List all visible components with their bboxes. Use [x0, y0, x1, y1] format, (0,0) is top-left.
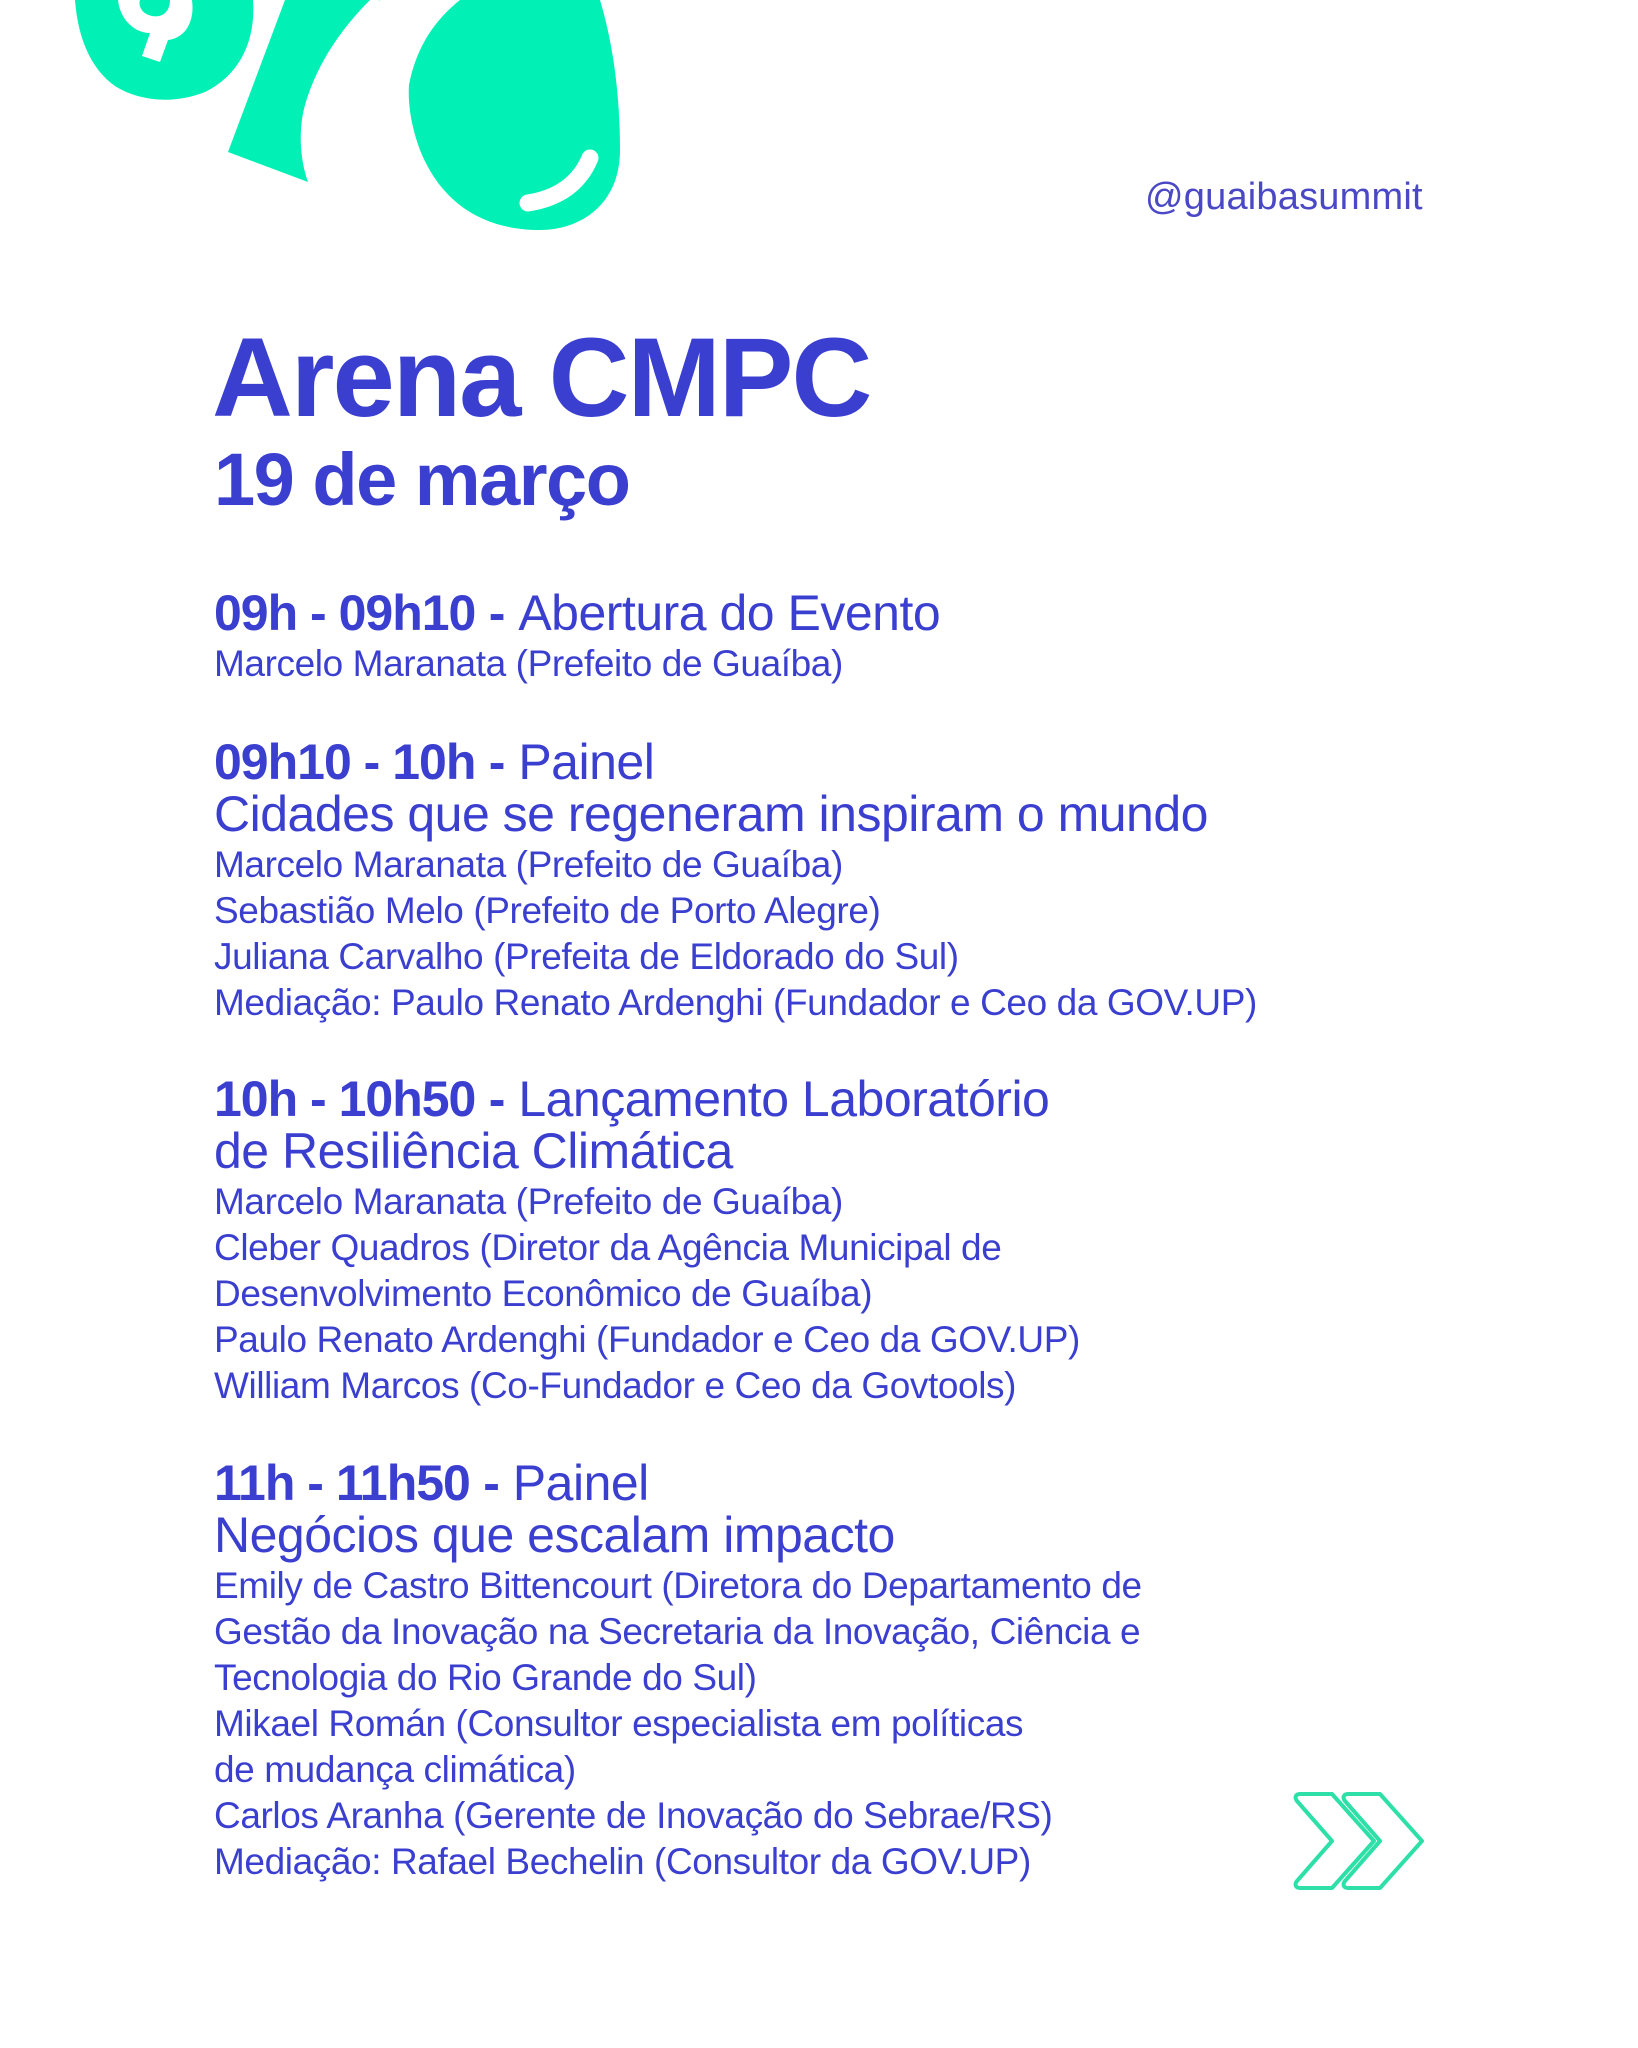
separator: - [475, 585, 519, 641]
session-title: Lançamento Laboratório [518, 1071, 1050, 1127]
schedule-item-header [214, 1457, 1474, 1509]
summit-logo-graphic [0, 0, 700, 260]
schedule-item [214, 1073, 1474, 1409]
time-range: 11h - 11h50 [214, 1455, 470, 1511]
separator: - [469, 1455, 513, 1511]
speaker-continued: Tecnologia do Rio Grande do Sul) [214, 1657, 757, 1698]
speaker-list [214, 842, 1474, 1026]
session-title: Cidades que se regeneram inspiram o mundo [214, 786, 1208, 842]
separator: - [475, 1071, 519, 1127]
speaker: William Marcos (Co-Fundador e Ceo da Govtools) [214, 1365, 1017, 1406]
schedule-item [214, 587, 1474, 687]
speaker: Marcelo Maranata (Prefeito de Guaíba) [214, 643, 843, 684]
moderator: Mediação: Paulo Renato Ardenghi (Fundador e Ceo da GOV.UP) [214, 982, 1257, 1023]
speaker-continued: Desenvolvimento Econômico de Guaíba) [214, 1273, 873, 1314]
speaker: Mikael Román (Consultor especialista em políticas [214, 1703, 1024, 1744]
page-title: Arena CMPC [212, 315, 871, 440]
schedule-item [214, 1457, 1474, 1885]
speaker-continued: de mudança climática) [214, 1749, 576, 1790]
speaker: Emily de Castro Bittencourt (Diretora do Departamento de [214, 1565, 1142, 1606]
speaker-continued: Gestão da Inovação na Secretaria da Inovação, Ciência e [214, 1611, 1141, 1652]
water-drop-icon [378, 0, 620, 230]
speaker-list [214, 1563, 1474, 1885]
moderator: Mediação: Rafael Bechelin (Consultor da GOV.UP) [214, 1841, 1031, 1882]
session-title: Abertura do Evento [518, 585, 941, 641]
coin-drop-icon [75, 0, 253, 100]
time-range: 09h - 09h10 [214, 585, 476, 641]
speaker: Juliana Carvalho (Prefeita de Eldorado do Sul) [214, 936, 959, 977]
speaker-list [214, 641, 1474, 687]
schedule-item-header [214, 1073, 1474, 1125]
time-range: 10h - 10h50 [214, 1071, 476, 1127]
social-handle: @guaibasummit [1145, 176, 1423, 218]
speaker: Marcelo Maranata (Prefeito de Guaíba) [214, 844, 843, 885]
session-type: Painel [512, 1455, 649, 1511]
speaker: Marcelo Maranata (Prefeito de Guaíba) [214, 1181, 843, 1222]
session-title: Negócios que escalam impacto [214, 1507, 895, 1563]
session-title-continued: de Resiliência Climática [214, 1123, 733, 1179]
speaker: Sebastião Melo (Prefeito de Porto Alegre) [214, 890, 881, 931]
speaker: Paulo Renato Ardenghi (Fundador e Ceo da GOV.UP) [214, 1319, 1080, 1360]
speaker-list [214, 1179, 1474, 1409]
speaker: Cleber Quadros (Diretor da Agência Municipal de [214, 1227, 1002, 1268]
speaker: Carlos Aranha (Gerente de Inovação do Sebrae/RS) [214, 1795, 1053, 1836]
schedule-item-header [214, 736, 1474, 788]
separator: - [475, 734, 519, 790]
double-chevron-right-icon[interactable] [1292, 1790, 1426, 1892]
time-range: 09h10 - 10h [214, 734, 476, 790]
schedule-item-header [214, 587, 1474, 639]
event-date: 19 de março [214, 438, 630, 521]
session-type: Painel [518, 734, 655, 790]
schedule-item [214, 736, 1474, 1026]
